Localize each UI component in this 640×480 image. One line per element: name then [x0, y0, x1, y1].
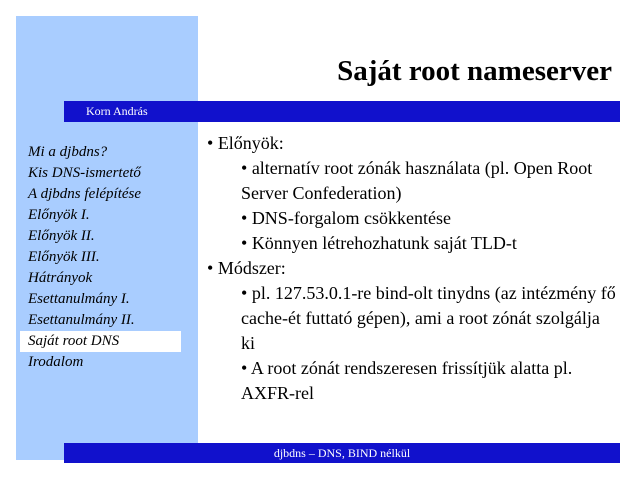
list-item-text: Könnyen létrehozhatunk saját TLD-t [251, 233, 517, 253]
bullet: • [207, 258, 214, 278]
nav-item-sajat-root-dns[interactable]: Saját root DNS [20, 331, 181, 352]
nav-item-esettanulmany-2[interactable]: Esettanulmány II. [28, 312, 135, 328]
nav-item-elonyok-3[interactable]: Előnyök III. [28, 249, 100, 265]
nav-item-irodalom[interactable]: Irodalom [28, 354, 84, 370]
nav-item-mi-a-djbdns[interactable]: Mi a djbdns? [28, 144, 108, 160]
list-item-text: A root zónát rendszeresen frissítjük alatta pl. AXFR-rel [241, 358, 573, 403]
list-item-text: alternatív root zónák használata (pl. Open Root Server Confederation) [241, 158, 593, 203]
list-item-text: pl. 127.53.0.1-re bind-olt tinydns (az intézmény fő cache-ét futtató gépen), ami a root zónát szolgálja ki [241, 283, 616, 353]
list-item [207, 281, 617, 356]
author-name: Korn András [86, 104, 148, 118]
bullet: • [241, 208, 248, 228]
bullet: • [241, 158, 248, 178]
section-heading: Előnyök: [217, 133, 284, 153]
footer-text: djbdns – DNS, BIND nélkül [273, 446, 411, 460]
nav-item-kis-dns-ismerteto[interactable]: Kis DNS-ismertető [28, 165, 141, 181]
list-item [207, 206, 617, 231]
list-item [207, 356, 617, 406]
bullet: • [241, 358, 248, 378]
list-item-text: DNS-forgalom csökkentése [251, 208, 451, 228]
slide-content [207, 131, 617, 406]
nav-item-elonyok-1[interactable]: Előnyök I. [28, 207, 90, 223]
list-item [207, 156, 617, 206]
bullet: • [241, 233, 248, 253]
slide-navigation [16, 142, 198, 373]
nav-item-djbdns-felepitese[interactable]: A djbdns felépítése [28, 186, 142, 202]
nav-item-elonyok-2[interactable]: Előnyök II. [28, 228, 95, 244]
list-item [207, 231, 617, 256]
section-elonyok [207, 131, 617, 156]
slide-title: Saját root nameserver [337, 55, 612, 87]
bullet: • [241, 283, 248, 303]
nav-item-hatranyok[interactable]: Hátrányok [28, 270, 93, 286]
section-heading: Módszer: [217, 258, 286, 278]
section-modszer [207, 256, 617, 281]
bullet: • [207, 133, 214, 153]
nav-item-esettanulmany-1[interactable]: Esettanulmány I. [28, 291, 130, 307]
